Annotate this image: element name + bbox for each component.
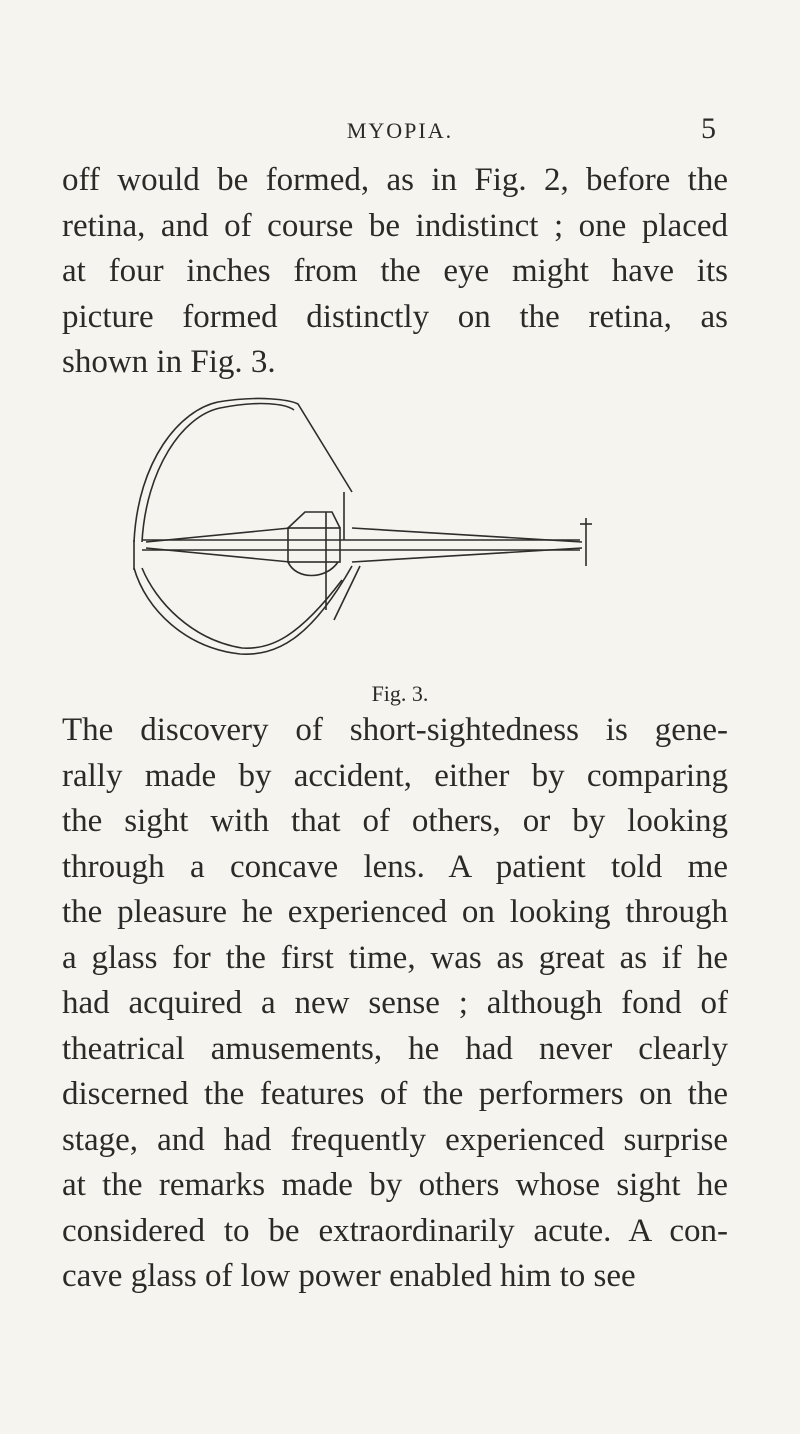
text-line: considered to be extraordinarily acute. A con- — [62, 1212, 728, 1249]
paragraph-2 — [62, 708, 728, 1300]
text-line: a glass for the first time, was as great as if he — [62, 939, 728, 976]
eyeball-upper-arc-inner — [142, 404, 294, 542]
text-line: at four inches from the eye might have its — [62, 253, 728, 289]
eyeball-lower-arc-inner — [142, 568, 342, 648]
text-line: at the remarks made by others whose sight he — [62, 1167, 728, 1203]
text-line: discerned the features of the performers on the — [62, 1076, 728, 1112]
text-line: off would be formed, as in Fig. 2, before the — [62, 162, 728, 198]
text-line: had acquired a new sense ; although fond of — [62, 985, 728, 1021]
text-line: the sight with that of others, or by looking — [62, 803, 728, 839]
eye-diagram-figure — [120, 390, 620, 670]
lens-top — [288, 512, 340, 528]
text-line: picture formed distinctly on the retina, as — [62, 298, 728, 335]
paragraph-1 — [62, 158, 728, 386]
text-line: theatrical amusements, he had never clearly — [62, 1030, 728, 1067]
figure-caption: Fig. 3. — [371, 681, 429, 706]
lens-body — [288, 528, 340, 562]
eyeball-lower-arc — [134, 566, 352, 654]
lens-bottom — [288, 562, 338, 576]
eyeball-upper-arc — [134, 398, 352, 542]
text-line: through a concave lens. A patient told me — [62, 848, 728, 885]
text-line: retina, and of course be indistinct ; one placed — [62, 207, 728, 244]
running-title: MYOPIA. — [346, 118, 454, 143]
text-line: the pleasure he experienced on looking through — [62, 894, 728, 930]
text-line: stage, and had frequently experienced surprise — [62, 1121, 728, 1158]
page-number: 5 — [701, 112, 716, 145]
text-line: rally made by accident, either by comparing — [62, 757, 728, 794]
text-line: The discovery of short-sightedness is gene- — [62, 712, 728, 748]
text-line: shown in Fig. 3. — [62, 344, 276, 380]
running-head — [0, 112, 800, 152]
text-line: cave glass of low power enabled him to see — [62, 1258, 636, 1294]
